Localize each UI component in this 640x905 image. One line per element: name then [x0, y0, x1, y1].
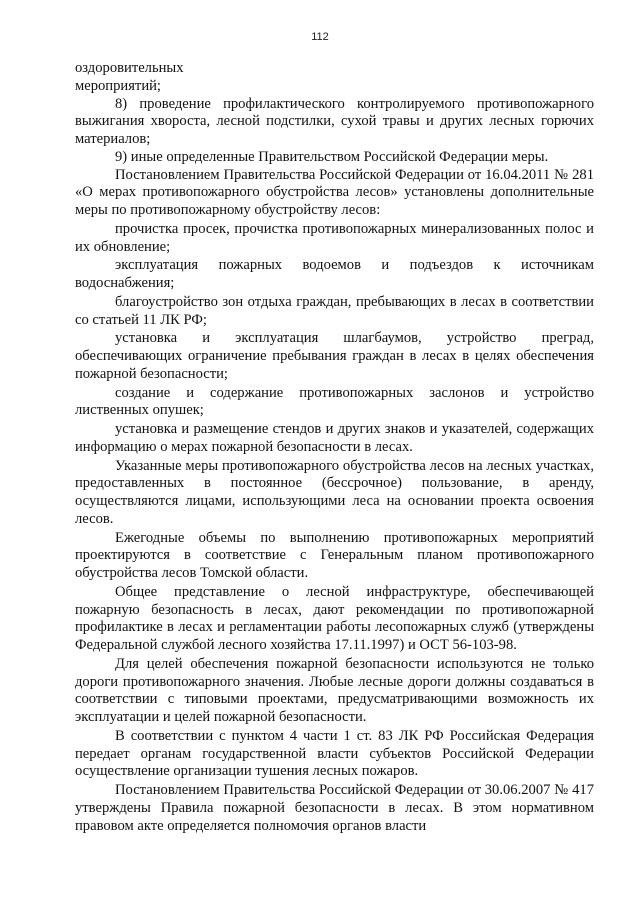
paragraph: Указанные меры противопожарного обустройства лесов на лесных участках, предоставленных в постоянное (бессрочное) пользование, в аренду, осуществляются лицами, использующими леса на основании проекта освоения лесов. [75, 457, 594, 527]
paragraph: Постановлением Правительства Российской Федерации от 30.06.2007 № 417 утверждены Правила пожарной безопасности в лесах. В этом нормативном правовом акте определяется полномочия органов власти [75, 782, 594, 834]
page-number: 112 [311, 31, 329, 43]
paragraph: В соответствии с пунктом 4 части 1 ст. 83 ЛК РФ Российская Федерация передает органам государственной власти субъектов Российской Федерации осуществление организации тушения лесных пожаров. [75, 727, 594, 780]
document-body [75, 60, 594, 835]
paragraph: Общее представление о лесной инфраструктуре, обеспечивающей пожарную безопасность в лесах, дают рекомендации по противопожарной профилактике в лесах и регламентации работы лесопожарных служб (утверждены Федеральной службой лесного хозяйства 17.11.1997) и ОСТ 56-103-98. [75, 583, 594, 653]
paragraph: 8) проведение профилактического контролируемого противопожарного выжигания хвороста, лесной подстилки, сухой травы и других лесных горючих материалов; [75, 95, 594, 147]
paragraph: Постановлением Правительства Российской Федерации от 16.04.2011 № 281 «О мерах противопожарного обустройства лесов» установлены дополнительные меры по противопожарному обустройству лесов: [75, 166, 594, 218]
paragraph: 9) иные определенные Правительством Российской Федерации меры. [115, 148, 549, 165]
paragraph: благоустройство зон отдыха граждан, пребывающих в лесах в соответствии со статьей 11 ЛК РФ; [75, 293, 594, 328]
paragraph: создание и содержание противопожарных заслонов и устройство лиственных опушек; [75, 384, 594, 419]
paragraph: Для целей обеспечения пожарной безопасности используются не только дороги противопожарного значения. Любые лесные дороги должны создаваться в соответствии с типовыми проектами, предусматривающими возможность их эксплуатации и целей пожарной безопасности. [75, 655, 594, 725]
paragraph: установка и размещение стендов и других знаков и указателей, содержащих информацию о мерах пожарной безопасности в лесах. [75, 421, 594, 455]
paragraph: эксплуатация пожарных водоемов и подъездов к источникам водоснабжения; [75, 257, 594, 291]
paragraph: оздоровительных мероприятий; [75, 60, 184, 94]
paragraph: Ежегодные объемы по выполнению противопожарных мероприятий проектируются в соответствие с Генеральным планом противопожарного обустройства лесов Томской области. [75, 529, 594, 581]
paragraph: прочистка просек, прочистка противопожарных минерализованных полос и их обновление; [75, 220, 594, 255]
paragraph: установка и эксплуатация шлагбаумов, устройство преград, обеспечивающих ограничение пребывания граждан в лесах в целях обеспечения пожарной безопасности; [75, 330, 594, 382]
